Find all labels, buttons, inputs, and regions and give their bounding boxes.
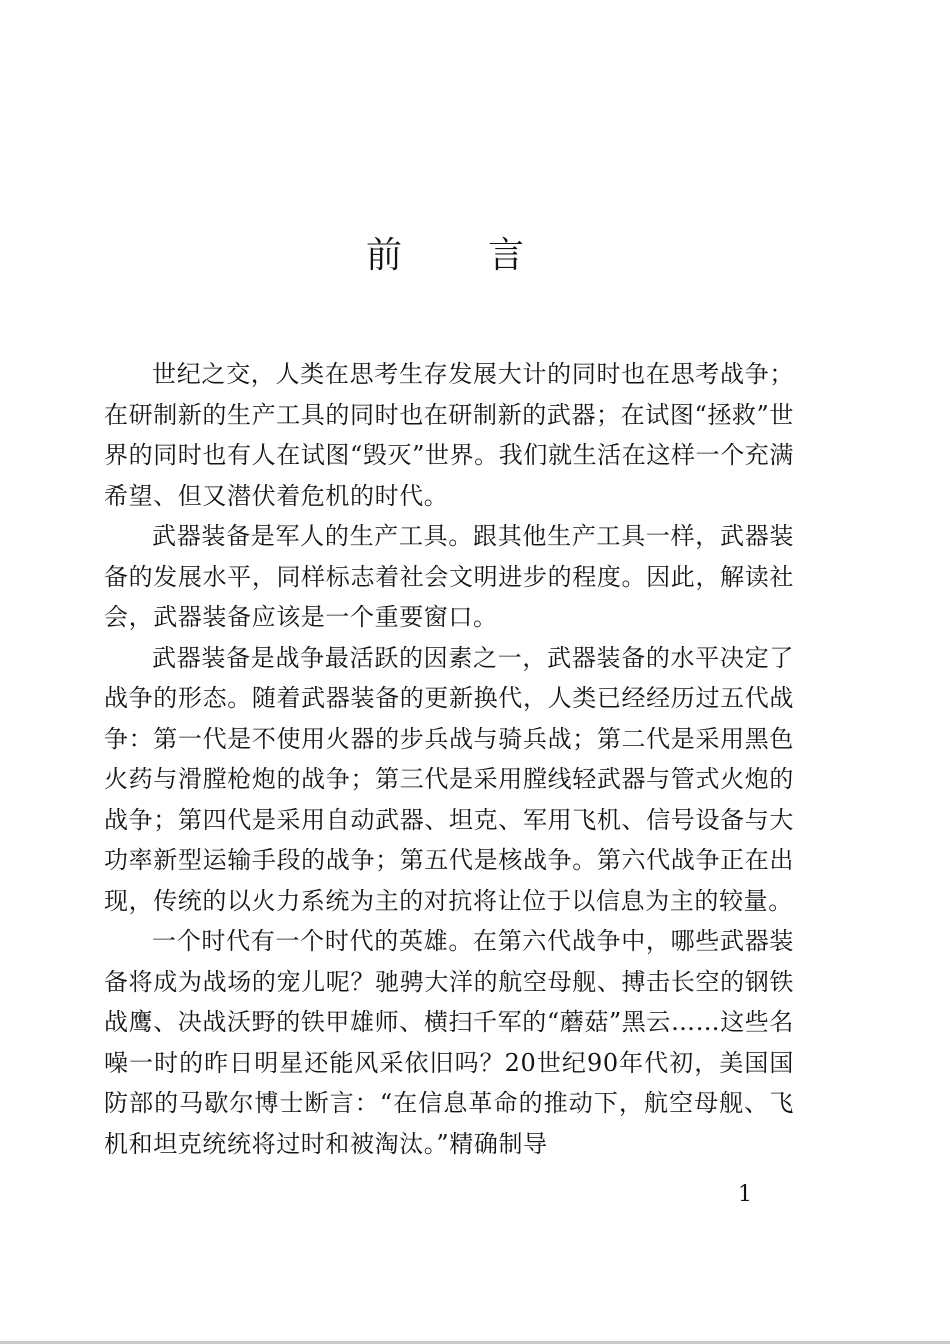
body-text [104, 354, 794, 1164]
paragraph-4: 一个时代有一个时代的英雄。在第六代战争中，哪些武器装备将成为战场的宠儿呢？驰骋大洋的航空母舰、搏击长空的钢铁战鹰、决战沃野的铁甲雄师、横扫千军的“蘑菇”黑云……这些名噪一时的昨日明星还能风采依旧吗？20世纪90年代初，美国国防部的马歇尔博士断言：“在信息革命的推动下，航空母舰、飞机和坦克统统将过时和被淘汰。”精确制导 [104, 927, 794, 1158]
title-char-1: 前 [366, 235, 403, 276]
page-title [0, 228, 950, 288]
page-number: 1 [738, 1182, 752, 1207]
paragraph-1: 世纪之交，人类在思考生存发展大计的同时也在思考战争；在研制新的生产工具的同时也在研制新的武器；在试图“拯救”世界的同时也有人在试图“毁灭”世界。我们就生活在这样一个充满希望、但又潜伏着危机的时代。 [104, 360, 794, 510]
paragraph-3: 武器装备是战争最活跃的因素之一，武器装备的水平决定了战争的形态。随着武器装备的更新换代，人类已经经历过五代战争：第一代是不使用火器的步兵战与骑兵战；第二代是采用黑色火药与滑膛枪炮的战争；第三代是采用膛线轻武器与管式火炮的战争；第四代是采用自动武器、坦克、军用飞机、信号设备与大功率新型运输手段的战争；第五代是核战争。第六代战争正在出现，传统的以火力系统为主的对抗将让位于以信息为主的较量。 [104, 643, 794, 915]
title-char-2: 言 [488, 235, 525, 276]
paragraph-2: 武器装备是军人的生产工具。跟其他生产工具一样，武器装备的发展水平，同样标志着社会文明进步的程度。因此，解读社会，武器装备应该是一个重要窗口。 [104, 522, 794, 631]
